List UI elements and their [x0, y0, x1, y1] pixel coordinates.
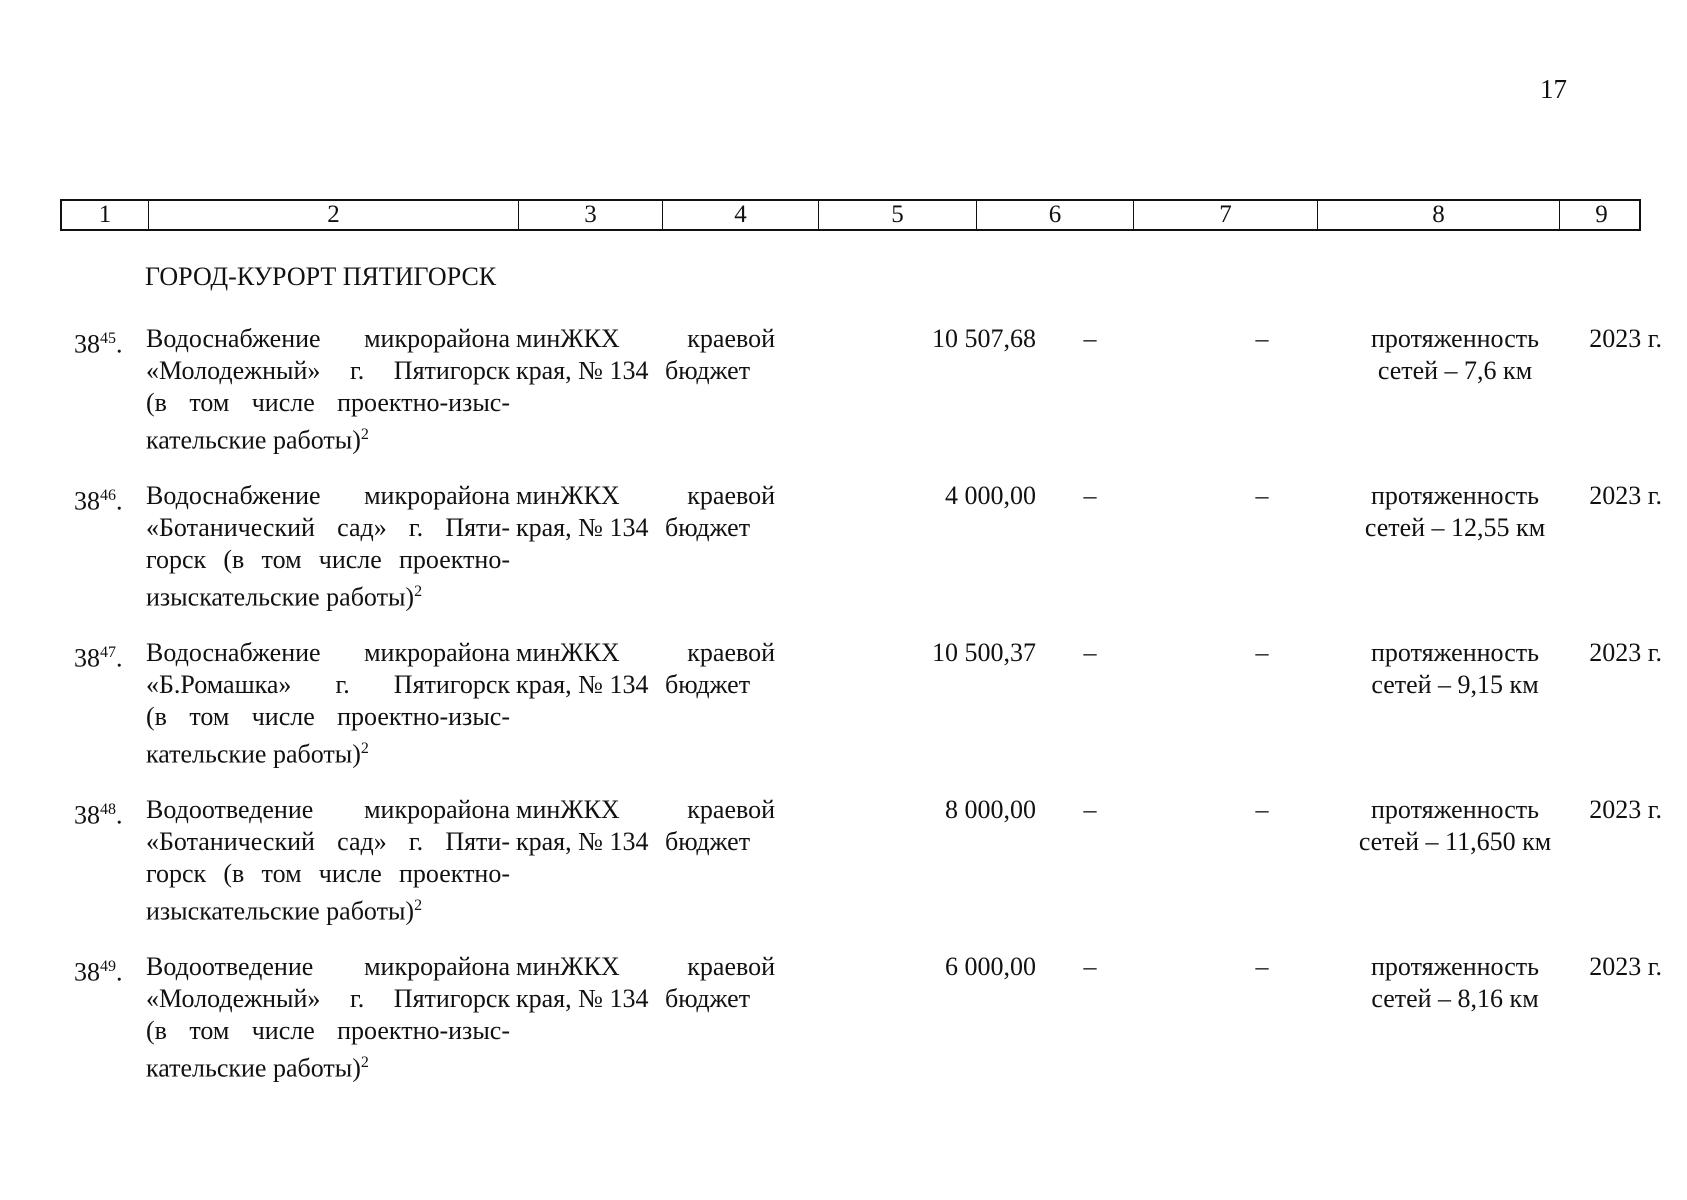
amount: 6 000,00	[945, 952, 1036, 981]
object-name: Водоотведение микрорайона «Молодежный» г. Пятигорск (в том числе проектно-изыс- кательские работы)$^2$	[146, 952, 510, 1083]
col7-value: –	[1255, 324, 1269, 353]
amount: 10 500,37	[932, 638, 1036, 667]
object-name: Водоснабжение микрорайона «Ботанический сад» г. Пяти- горск (в том числе проектно- изыскательские работы)$^2$	[146, 481, 510, 612]
header-col-7: 7	[1133, 201, 1317, 229]
header-col-8: 8	[1317, 201, 1559, 229]
amount: 4 000,00	[945, 481, 1036, 510]
indicator: протяженность сетей – 9,15 км	[1371, 638, 1539, 699]
executor: минЖКХ края, № 134	[516, 795, 649, 856]
table-row	[60, 323, 1660, 480]
col6-value: –	[1083, 324, 1097, 353]
section-title: ГОРОД-КУРОРТ ПЯТИГОРСК	[145, 262, 497, 291]
col7-value: –	[1255, 952, 1269, 981]
indicator: протяженность сетей – 11,650 км	[1358, 795, 1552, 856]
page-number: 17	[1540, 74, 1567, 104]
year: 2023 г.	[1589, 638, 1662, 667]
executor: минЖКХ края, № 134	[516, 324, 649, 385]
year: 2023 г.	[1589, 952, 1662, 981]
header-col-3: 3	[518, 201, 662, 229]
object-name: Водоотведение микрорайона «Ботанический сад» г. Пяти- горск (в том числе проектно- изыскательские работы)$^2$	[146, 795, 510, 926]
indicator: протяженность сетей – 8,16 км	[1371, 952, 1539, 1013]
amount: 8 000,00	[945, 795, 1036, 824]
year: 2023 г.	[1589, 324, 1662, 353]
funding-source: краевой бюджет	[665, 638, 775, 699]
col6-value: –	[1083, 481, 1097, 510]
row-number: $38^{48}$.	[74, 800, 123, 830]
indicator: протяженность сетей – 12,55 км	[1364, 481, 1546, 542]
executor: минЖКХ края, № 134	[516, 638, 649, 699]
header-col-2: 2	[148, 201, 518, 229]
year: 2023 г.	[1589, 481, 1662, 510]
funding-source: краевой бюджет	[665, 324, 775, 385]
funding-source: краевой бюджет	[665, 795, 775, 856]
col6-value: –	[1083, 795, 1097, 824]
col7-value: –	[1255, 795, 1269, 824]
table-body	[60, 323, 1660, 1108]
header-col-6: 6	[976, 201, 1133, 229]
year: 2023 г.	[1589, 795, 1662, 824]
object-name: Водоснабжение микрорайона «Молодежный» г. Пятигорск (в том числе проектно-изыс- кательские работы)$^2$	[146, 324, 510, 455]
row-number: $38^{47}$.	[74, 643, 123, 673]
row-number: $38^{46}$.	[74, 486, 123, 516]
header-col-1: 1	[98, 201, 112, 228]
header-col-5: 5	[818, 201, 976, 229]
table-header	[60, 199, 1641, 231]
amount: 10 507,68	[932, 324, 1036, 353]
row-number: $38^{45}$.	[74, 329, 123, 359]
row-number: $38^{49}$.	[74, 957, 123, 987]
col7-value: –	[1255, 481, 1269, 510]
col7-value: –	[1255, 638, 1269, 667]
col6-value: –	[1083, 638, 1097, 667]
executor: минЖКХ края, № 134	[516, 952, 649, 1013]
executor: минЖКХ края, № 134	[516, 481, 649, 542]
table-row	[60, 480, 1660, 637]
indicator: протяженность сетей – 7,6 км	[1371, 324, 1539, 385]
funding-source: краевой бюджет	[665, 481, 775, 542]
table-row	[60, 637, 1660, 794]
col6-value: –	[1083, 952, 1097, 981]
table-row	[60, 951, 1660, 1108]
funding-source: краевой бюджет	[665, 952, 775, 1013]
table-row	[60, 794, 1660, 951]
header-col-4: 4	[662, 201, 818, 229]
header-col-9: 9	[1559, 201, 1643, 229]
object-name: Водоснабжение микрорайона «Б.Ромашка» г. Пятигорск (в том числе проектно-изыс- кательские работы)$^2$	[146, 638, 510, 769]
